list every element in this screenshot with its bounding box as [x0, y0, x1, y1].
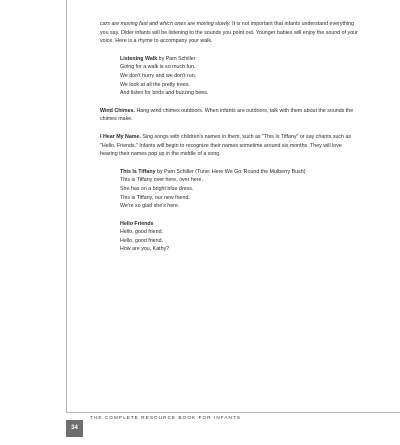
poem-credit: by Pam Schiller [157, 55, 196, 62]
poem-line: This is Tiffany, our new friend. [120, 194, 190, 201]
page-content [100, 20, 358, 263]
margin-rule [66, 0, 67, 412]
poem-heading [120, 55, 358, 64]
poem-title: Hello Friends [120, 220, 154, 227]
poem-line: We're so glad she's here. [120, 203, 180, 210]
hear-my-name-heading: I Hear My Name. [100, 133, 141, 140]
poem-line: Going for a walk is so much fun. [120, 64, 196, 71]
poem-title: This Is Tiffany [120, 168, 156, 175]
wind-chimes-text: Hang wind chimes outdoors. When infants are outdoors, talk with them about the sounds the chimes make. [100, 107, 354, 123]
intro-italic-text: cars are moving fast and which ones are moving slowly. [100, 21, 231, 27]
hear-my-name-text: Sing songs with children's names in them, such as "This Is Tiffany" or say chants such as "Hello, Friends." Infants will begin to recognize their names sometime around six months. They will love hearing their names pop up in the middle of a song. [100, 133, 352, 158]
poem-title: Listening Walk [120, 55, 158, 62]
footer-rule [66, 412, 400, 413]
poem-line: How are you, Kathy? [120, 246, 170, 253]
poem-line: And listen for birds and buzzing bees. [120, 90, 209, 97]
wind-chimes-heading: Wind Chimes. [100, 107, 135, 114]
page-number: 34 [66, 420, 83, 437]
intro-paragraph [100, 20, 358, 46]
poem-listening-walk [120, 55, 358, 98]
poem-line: Hello, good friend. [120, 229, 163, 236]
poem-heading [120, 168, 358, 177]
poem-line: Hello, good friend. [120, 237, 163, 244]
poem-this-is-tiffany [120, 168, 358, 211]
intro-text: It is not important that infants understand everything you say. Older infants will be listening to the sounds you point out. Younger babies will enjoy the sound of your voice. Here is a rhyme to accompany your walk. [100, 21, 358, 45]
poem-line: We look at all the pretty trees. [120, 81, 190, 88]
poem-credit: by Pam Schiller (Tune: Here We Go 'Round the Mulberry Bush) [155, 168, 306, 175]
wind-chimes-paragraph [100, 107, 358, 124]
running-title: THE COMPLETE RESOURCE BOOK FOR INFANTS [90, 415, 242, 420]
poem-line: This is Tiffany over here, over here. [120, 177, 203, 184]
poem-line: We don't hurry and we don't run. [120, 72, 197, 79]
poem-hello-friends [120, 220, 358, 254]
hear-my-name-paragraph [100, 133, 358, 159]
poem-line: She has on a bright blue dress. [120, 185, 194, 192]
